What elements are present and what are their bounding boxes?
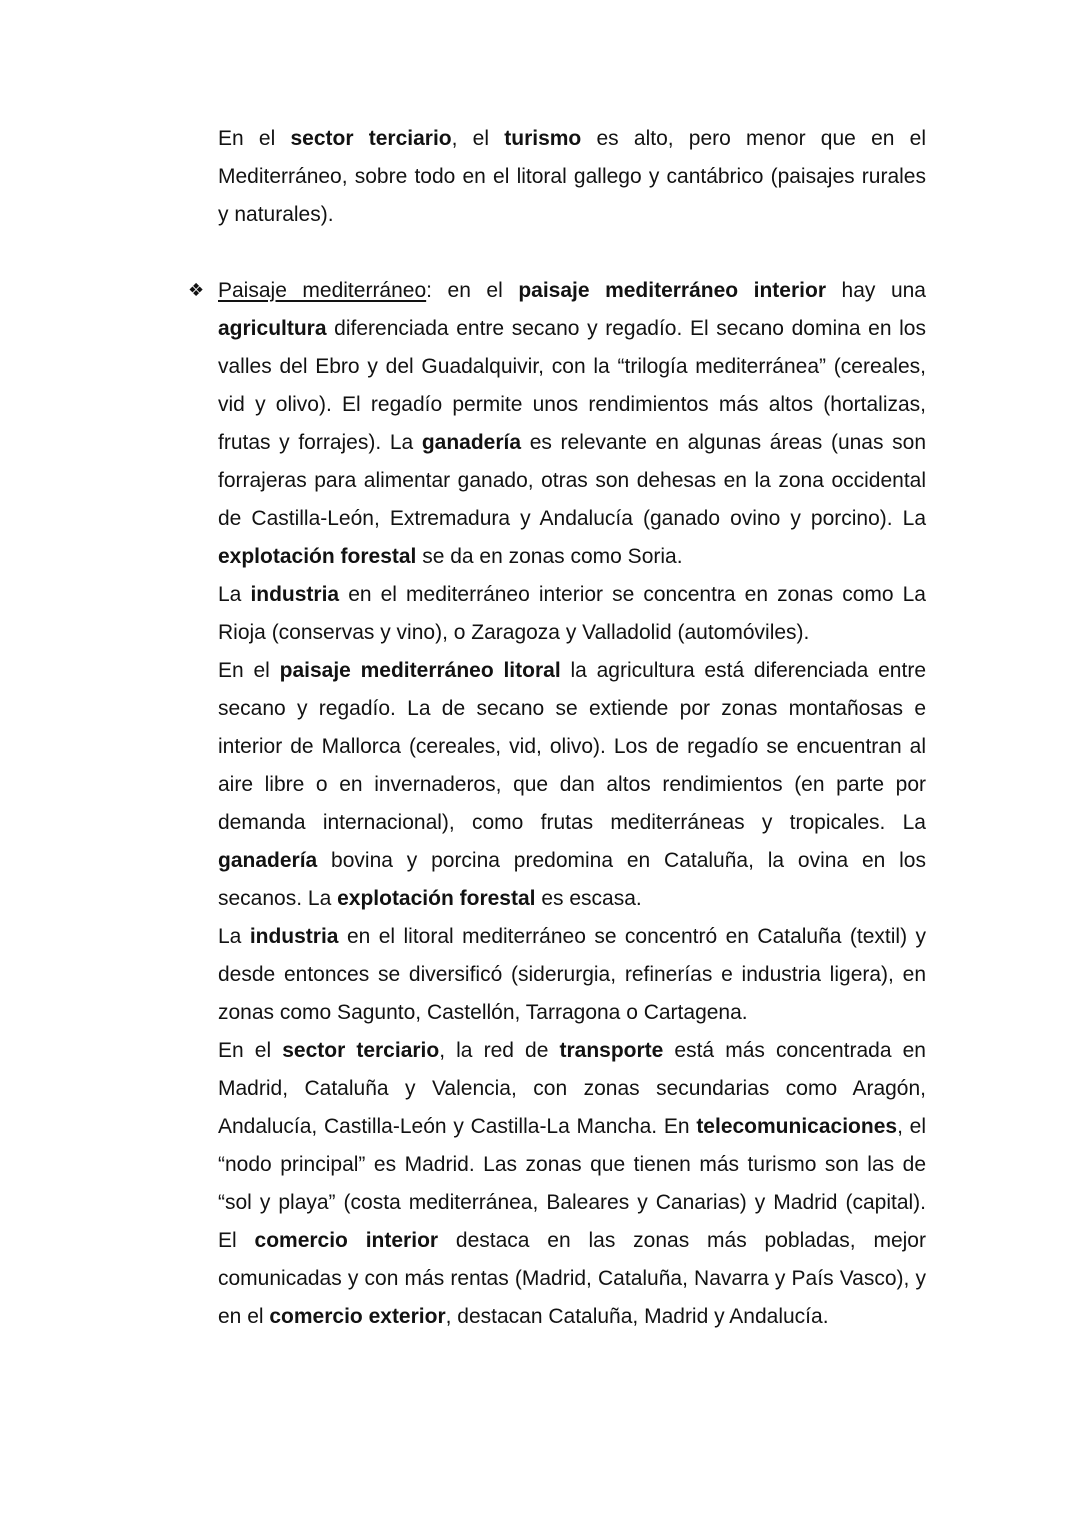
bold-text-run: ganadería [218,849,318,872]
text-run: destaca en las zonas más pobladas, mejor comunicadas y con más rentas (Madrid, Cataluña, Navarra y País Vasco), y en el [218,1229,926,1328]
bold-text-run: explotación forestal [218,545,417,568]
text-run: en el litoral mediterráneo se concentró en Cataluña (textil) y desde entonces se diversificó (siderurgia, refinerías e industria ligera), en zonas como Sagunto, Castellón, Tarragona o Cartagena. [218,925,927,1024]
bullet-item-paisaje-mediterraneo [188,272,927,1336]
bold-text-run: industria [250,583,340,606]
text-run: se da en zonas como Soria. [416,545,683,568]
text-run: , el [451,127,505,150]
text-run: es escasa. [535,887,642,910]
text-run: la agricultura está diferenciada entre secano y regadío. La de secano se extiende por zonas montañosas e interior de Mallorca (cereales, vid, olivo). Los de regadío se encuentran al aire libre o en invernaderos, que dan altos rendimientos (en parte por demanda internacional), como frutas mediterráneas y tropicales. La [218,659,926,834]
paragraph [218,272,926,576]
text-run: está más concentrada en Madrid, Cataluña y Valencia, con zonas secundarias como Aragón, Andalucía, Castilla-León y Castilla-La Mancha. En [218,1039,926,1138]
bold-text-run: explotación forestal [337,887,536,910]
text-run: bovina y porcina predomina en Cataluña, la ovina en los secanos. La [218,849,926,910]
underlined-text-run: Paisaje mediterráneo [218,279,427,302]
bold-text-run: transporte [559,1039,664,1062]
text-run: En el [218,1039,283,1062]
paragraph [218,918,926,1032]
text-run: La [218,583,251,606]
bold-text-run: paisaje mediterráneo interior [518,279,826,302]
bold-text-run: comercio interior [254,1229,439,1252]
bold-text-run: paisaje mediterráneo litoral [279,659,561,682]
bold-text-run: comercio exterior [269,1305,446,1328]
text-run: La [218,925,250,948]
paragraph [218,652,926,918]
text-run: es alto, pero menor que en el Mediterráneo, sobre todo en el litoral gallego y cantábrico (paisajes rurales y naturales). [218,127,926,226]
bold-text-run: turismo [504,127,582,150]
bold-text-run: industria [249,925,339,948]
text-run: En el [218,127,291,150]
bold-text-run: telecomunicaciones [696,1115,898,1138]
bold-text-run: agricultura [218,317,327,340]
text-run: En el [218,659,280,682]
text-run: : en el [426,279,519,302]
text-run: , la red de [439,1039,560,1062]
text-run: , destacan Cataluña, Madrid y Andalucía. [445,1305,829,1328]
text-run: , el “nodo principal” es Madrid. Las zonas que tienen más turismo son las de “sol y playa” (costa mediterránea, Baleares y Canarias) y Madrid (capital). El [218,1115,927,1252]
bullet-item-text [218,272,926,1336]
bullet-diamond-icon: ❖ [188,280,205,301]
text-run: diferenciada entre secano y regadío. El secano domina en los valles del Ebro y del Guadalquivir, con la “trilogía mediterránea” (cereales, vid y olivo). El regadío permite unos rendimientos más altos (hortalizas, frutas y forrajes). La [218,317,926,454]
paragraph [218,1032,926,1336]
text-run: hay una [826,279,926,302]
paragraph-sector-terciario-atlantico [218,120,926,234]
text-run: es relevante en algunas áreas (unas son forrajeras para alimentar ganado, otras son dehesas en la zona occidental de Castilla-León, Extremadura y Andalucía (ganado ovino y porcino). La [218,431,926,530]
bold-text-run: ganadería [421,431,522,454]
text-run: en el mediterráneo interior se concentra en zonas como La Rioja (conservas y vino), o Zaragoza y Valladolid (automóviles). [218,583,926,644]
bold-text-run: sector terciario [290,127,452,150]
paragraph [218,576,926,652]
bold-text-run: sector terciario [282,1039,440,1062]
